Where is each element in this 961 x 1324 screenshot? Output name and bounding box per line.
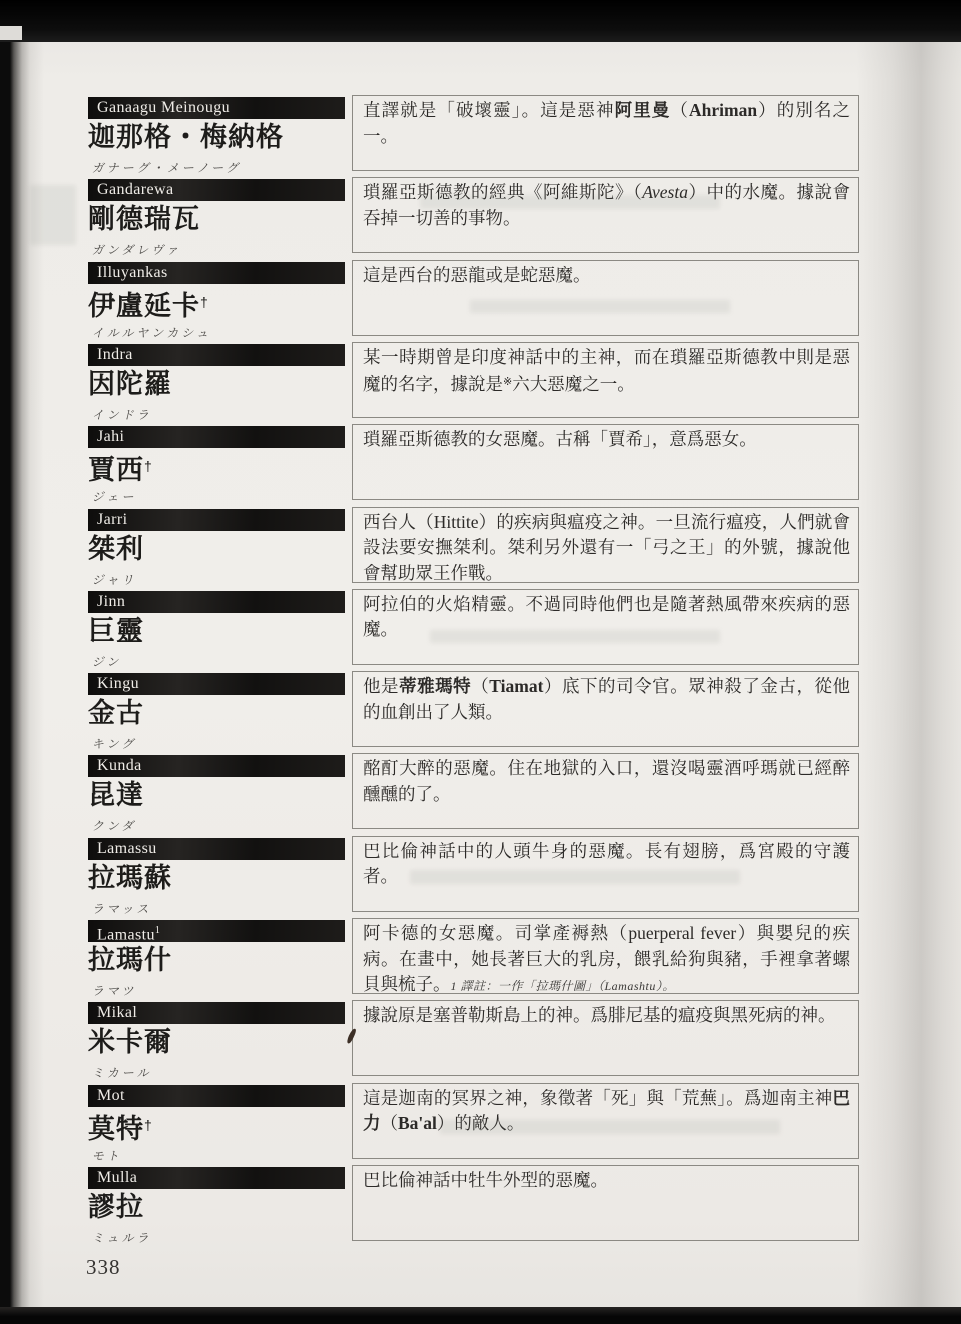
- entry-description: 這是迦南的冥界之神，象徵著「死」與「荒蕪」。爲迦南主神巴力（Ba'al）的敵人。: [352, 1083, 859, 1159]
- entry-row: [88, 671, 860, 751]
- entry-kana-reading: モト: [91, 1148, 125, 1163]
- entry-description: 巴比倫神話中的人頭牛身的惡魔。長有翅膀，爲宮殿的守護者。: [352, 836, 859, 912]
- entry-kana-reading: ガナーグ・メーノーグ: [91, 161, 244, 175]
- entry-kana-reading: ミュルラ: [91, 1230, 154, 1245]
- entry-chinese-name: 巨靈: [88, 615, 144, 646]
- entry-description: 他是蒂雅瑪特（Tiamat）底下的司令官。眾神殺了金古，從他的血創出了人類。: [352, 671, 859, 747]
- entry-row: [88, 1000, 860, 1080]
- entry-description: 瑣羅亞斯德教的經典《阿維斯陀》（Avesta）中的水魔。據說會吞掉一切善的事物。: [352, 177, 859, 253]
- entry-name-bar: Gandarewa: [88, 179, 345, 201]
- entry-description: 阿卡德的女惡魔。司掌產褥熱（puerperal fever）與嬰兒的疾病。在畫中，她長著巨大的乳房，餵乳給狗與豬，手裡拿著螺貝與梳子。1 譯註：一作「拉瑪什圖」（Lamashtu）。: [352, 918, 859, 994]
- entry-name-bar: Mikal: [88, 1002, 345, 1024]
- book-spine-shadow: [0, 42, 44, 1307]
- entry-row: [88, 918, 860, 998]
- entry-name-bar: Kingu: [88, 673, 345, 695]
- entry-chinese-name: 拉瑪什: [88, 945, 172, 975]
- entry-name-bar: Ganaagu Meinougu: [88, 97, 345, 119]
- entry-description: 西台人（Hittite）的疾病與瘟疫之神。一旦流行瘟疫，人們就會設法要安撫桀利。桀利另外還有一「弓之王」的外號，據說他會幫助眾王作戰。: [352, 507, 859, 583]
- entry-name-bar: Mot: [88, 1085, 345, 1107]
- entry-chinese-name: 桀利: [88, 533, 144, 564]
- entry-chinese-name: 金古: [88, 698, 144, 729]
- entry-description: 直譯就是「破壞靈」。這是惡神阿里曼（Ahriman）的別名之一。: [352, 95, 859, 171]
- entry-kana-reading: インドラ: [91, 407, 155, 422]
- entry-name-bar: Mulla: [88, 1167, 345, 1189]
- entry-chinese-name: 拉瑪蘇: [88, 862, 172, 893]
- entry-description: 巴比倫神話中牡牛外型的惡魔。: [352, 1165, 859, 1241]
- entry-name-bar: Kunda: [88, 755, 345, 777]
- entry-chinese-name: 迦那格・梅納格: [88, 122, 284, 152]
- entry-kana-reading: ジン: [91, 654, 124, 669]
- entry-name-bar: Jahi: [88, 426, 345, 448]
- entry-description: 酩酊大醉的惡魔。住在地獄的入口，還沒喝靈酒呼瑪就已經醉醺醺的了。: [352, 753, 859, 829]
- page-number: 338: [86, 1255, 121, 1279]
- entry-kana-reading: ラマツ: [91, 984, 139, 998]
- entry-description: 據說原是塞普勒斯島上的神。爲腓尼基的瘟疫與黑死病的神。: [352, 1000, 859, 1076]
- entry-chinese-name: 伊盧延卡†: [88, 290, 208, 321]
- entry-row: [88, 260, 860, 340]
- entry-row: [88, 342, 860, 422]
- entry-chinese-name: 莫特†: [88, 1113, 152, 1144]
- scan-edge-sliver: [0, 26, 22, 40]
- entry-name-bar: Jarri: [88, 509, 345, 531]
- entry-kana-reading: イルルヤンカシュ: [91, 325, 214, 340]
- entry-kana-reading: ジャリ: [91, 572, 139, 587]
- entry-name-bar: Jinn: [88, 591, 345, 613]
- entry-kana-reading: ガンダレヴァ: [91, 243, 184, 258]
- page-curl-shadow: [856, 42, 961, 1307]
- entry-chinese-name: 賈西†: [88, 455, 152, 486]
- entry-row: [88, 1083, 860, 1163]
- entry-kana-reading: クンダ: [91, 819, 139, 834]
- entry-name-bar: Lamassu: [88, 838, 345, 860]
- entry-row: [88, 1165, 860, 1245]
- entry-chinese-name: 剛德瑞瓦: [88, 204, 200, 235]
- entry-description: 這是西台的惡龍或是蛇惡魔。: [352, 260, 859, 336]
- entry-row: [88, 753, 860, 833]
- entry-row: [88, 177, 860, 257]
- entry-description: 某一時期曾是印度神話中的主神，而在瑣羅亞斯德教中則是惡魔的名字，據說是※六大惡魔之一。: [352, 342, 859, 418]
- entry-kana-reading: ジェー: [91, 490, 139, 505]
- entry-description: 阿拉伯的火焰精靈。不過同時他們也是隨著熱風帶來疾病的惡魔。: [352, 589, 859, 665]
- entry-chinese-name: 因陀羅: [88, 368, 172, 399]
- entry-name-bar: Indra: [88, 344, 345, 366]
- entry-row: [88, 507, 860, 587]
- entry-row: [88, 95, 860, 175]
- entry-row: [88, 589, 860, 669]
- entry-chinese-name: 昆達: [88, 780, 144, 811]
- entry-chinese-name: 米卡爾: [88, 1027, 172, 1058]
- entry-kana-reading: ミカール: [91, 1066, 154, 1081]
- entry-kana-reading: ラマッス: [91, 901, 154, 916]
- entry-name-bar: Illuyankas: [88, 262, 345, 284]
- entry-list: [88, 0, 860, 1324]
- entry-description: 瑣羅亞斯德教的女惡魔。古稱「賈希」，意爲惡女。: [352, 424, 859, 500]
- entry-kana-reading: キング: [91, 737, 139, 752]
- scan-border-bottom: [0, 1307, 961, 1324]
- entry-row: [88, 836, 860, 916]
- entry-row: [88, 424, 860, 504]
- entry-chinese-name: 謬拉: [88, 1191, 144, 1222]
- entry-name-bar: Lamastu$^1$: [88, 920, 345, 942]
